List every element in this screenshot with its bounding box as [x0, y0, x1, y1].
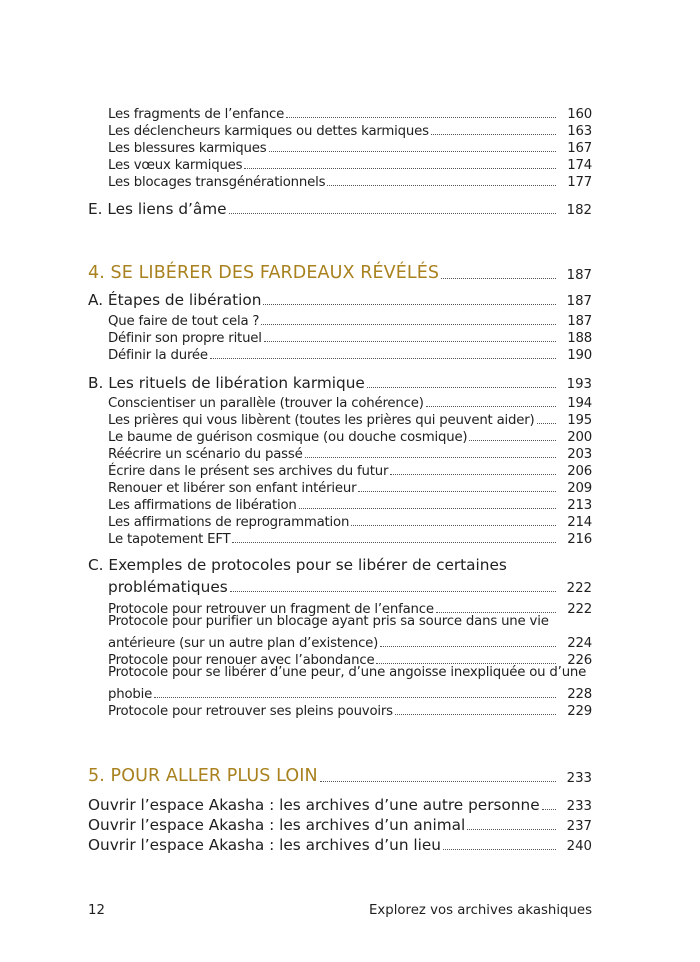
- toc-entry-label: Les blessures karmiques: [108, 141, 267, 156]
- toc-entry-page: 163: [567, 124, 592, 139]
- toc-entry-page: 190: [567, 348, 592, 363]
- toc-section-label: E. Les liens d’âme: [88, 200, 227, 218]
- toc-section-label: B. Les rituels de libération karmique: [88, 374, 365, 392]
- toc-section-c-line1[interactable]: C. Exemples de protocoles pour se libérer de certaines: [88, 556, 507, 574]
- dot-leader: [426, 406, 556, 407]
- toc-entry-page: 187: [567, 314, 592, 329]
- toc-entry-label: Les fragments de l’enfance: [108, 107, 285, 122]
- toc-entry-line1[interactable]: Protocole pour se libérer d’une peur, d’une angoisse inexpliquée ou d’une: [108, 665, 587, 680]
- toc-entry-label: Définir son propre rituel: [108, 331, 262, 346]
- dot-leader: [232, 542, 556, 543]
- dot-leader: [376, 663, 556, 664]
- dot-leader: [320, 781, 556, 782]
- toc-entry-line1[interactable]: Protocole pour purifier un blocage ayant pris sa source dans une vie: [108, 614, 549, 629]
- toc-entry-page: 174: [567, 158, 592, 173]
- dot-leader: [229, 213, 556, 214]
- dot-leader: [305, 457, 556, 458]
- toc-section-page: 233: [566, 799, 592, 814]
- toc-entry-page: 224: [567, 636, 592, 651]
- toc-chapter-4[interactable]: [0, 259, 700, 283]
- dot-leader: [351, 525, 556, 526]
- dot-leader: [443, 849, 556, 850]
- toc-entry-page: 229: [567, 704, 592, 719]
- toc-entry-label: Protocole pour retrouver un fragment de l’enfance: [108, 602, 434, 617]
- toc-entry-label: Écrire dans le présent ses archives du futur: [108, 464, 389, 479]
- dot-leader: [299, 508, 556, 509]
- toc-section-label: Ouvrir l’espace Akasha : les archives d’une autre personne: [88, 796, 540, 814]
- dot-leader: [263, 304, 556, 305]
- dot-leader: [264, 341, 556, 342]
- toc-entry-label: phobie: [108, 687, 153, 702]
- toc-entry-page: 194: [567, 396, 592, 411]
- toc-entry-label: Que faire de tout cela ?: [108, 314, 260, 329]
- toc-section-page: 187: [566, 294, 592, 309]
- toc-section-page: 237: [566, 819, 592, 834]
- dot-leader: [441, 278, 556, 279]
- dot-leader: [395, 714, 556, 715]
- dot-leader: [467, 829, 556, 830]
- dot-leader: [358, 491, 556, 492]
- dot-leader: [436, 612, 556, 613]
- toc-entry[interactable]: [0, 170, 700, 190]
- toc-section-label: problématiques: [108, 578, 228, 596]
- toc-section-c[interactable]: [0, 576, 700, 596]
- toc-section-label: Ouvrir l’espace Akasha : les archives d’un animal: [88, 816, 466, 834]
- dot-leader: [537, 423, 556, 424]
- toc-entry-page: 177: [567, 175, 592, 190]
- toc-section-b[interactable]: [0, 372, 700, 392]
- dot-leader: [431, 134, 556, 135]
- chapter-page: 187: [566, 268, 592, 283]
- toc-entry-page: 167: [567, 141, 592, 156]
- footer-page-number: 12: [88, 903, 105, 918]
- toc-final-entry[interactable]: [0, 814, 700, 834]
- toc-section-page: 182: [566, 203, 592, 218]
- dot-leader: [542, 809, 556, 810]
- dot-leader: [210, 358, 556, 359]
- chapter-title: 4. SE LIBÉRER DES FARDEAUX RÉVÉLÉS: [88, 263, 440, 283]
- dot-leader: [269, 151, 557, 152]
- dot-leader: [390, 474, 556, 475]
- toc-entry-page: 214: [567, 515, 592, 530]
- toc-entry-page: 188: [567, 331, 592, 346]
- toc-entry-page: 209: [567, 481, 592, 496]
- toc-entry-label: Les affirmations de libération: [108, 498, 297, 513]
- toc-entry-page: 226: [567, 653, 592, 668]
- dot-leader: [327, 185, 556, 186]
- toc-entry-page: 216: [567, 532, 592, 547]
- toc-section-page: 222: [566, 581, 592, 596]
- toc-final-entry[interactable]: [0, 834, 700, 854]
- toc-entry-label: Les blocages transgénérationnels: [108, 175, 326, 190]
- dot-leader: [230, 591, 556, 592]
- toc-entry-label: Définir la durée: [108, 348, 208, 363]
- chapter-page: 233: [566, 771, 592, 786]
- toc-entry-page: 228: [567, 687, 592, 702]
- toc-entry-page: 160: [567, 107, 592, 122]
- toc-section-page: 193: [566, 377, 592, 392]
- toc-entry-label: Renouer et libérer son enfant intérieur: [108, 481, 357, 496]
- dot-leader: [154, 697, 556, 698]
- footer-book-title: Explorez vos archives akashiques: [368, 903, 592, 918]
- toc-entry-page: 200: [567, 430, 592, 445]
- toc-entry-label: Les vœux karmiques: [108, 158, 243, 173]
- toc-entry-label: Conscientiser un parallèle (trouver la cohérence): [108, 396, 424, 411]
- dot-leader: [261, 324, 556, 325]
- toc-chapter-5[interactable]: [0, 762, 700, 786]
- toc-entry-label: Le baume de guérison cosmique (ou douche cosmique): [108, 430, 468, 445]
- toc-entry-label: Réécrire un scénario du passé: [108, 447, 303, 462]
- toc-entry-page: 222: [567, 602, 592, 617]
- dot-leader: [367, 387, 556, 388]
- toc-entry-label: Les déclencheurs karmiques ou dettes karmiques: [108, 124, 429, 139]
- toc-entry[interactable]: [0, 527, 700, 547]
- dot-leader: [380, 646, 556, 647]
- toc-entry-label: Protocole pour retrouver ses pleins pouvoirs: [108, 704, 393, 719]
- toc-entry-label: antérieure (sur un autre plan d’existence): [108, 636, 379, 651]
- toc-final-entry[interactable]: [0, 794, 700, 814]
- toc-entry-label: Protocole pour renouer avec l’abondance: [108, 653, 375, 668]
- toc-entry-page: 195: [567, 413, 592, 428]
- dot-leader: [469, 440, 556, 441]
- dot-leader: [244, 168, 556, 169]
- toc-section-label: A. Étapes de libération: [88, 291, 262, 309]
- toc-entry-page: 213: [567, 498, 592, 513]
- toc-entry-page: 206: [567, 464, 592, 479]
- toc-entry-label: Le tapotement EFT: [108, 532, 231, 547]
- toc-entry-page: 203: [567, 447, 592, 462]
- toc-entry-label: Les affirmations de reprogrammation: [108, 515, 350, 530]
- toc-section-label: Ouvrir l’espace Akasha : les archives d’un lieu: [88, 836, 441, 854]
- chapter-title: 5. POUR ALLER PLUS LOIN: [88, 766, 318, 786]
- toc-entry[interactable]: [0, 699, 700, 719]
- toc-section-e[interactable]: [0, 198, 700, 218]
- toc-entry[interactable]: [0, 343, 700, 363]
- toc-section-page: 240: [566, 839, 592, 854]
- toc-section-a[interactable]: [0, 289, 700, 309]
- dot-leader: [286, 117, 556, 118]
- toc-entry-label: Les prières qui vous libèrent (toutes les prières qui peuvent aider): [108, 413, 535, 428]
